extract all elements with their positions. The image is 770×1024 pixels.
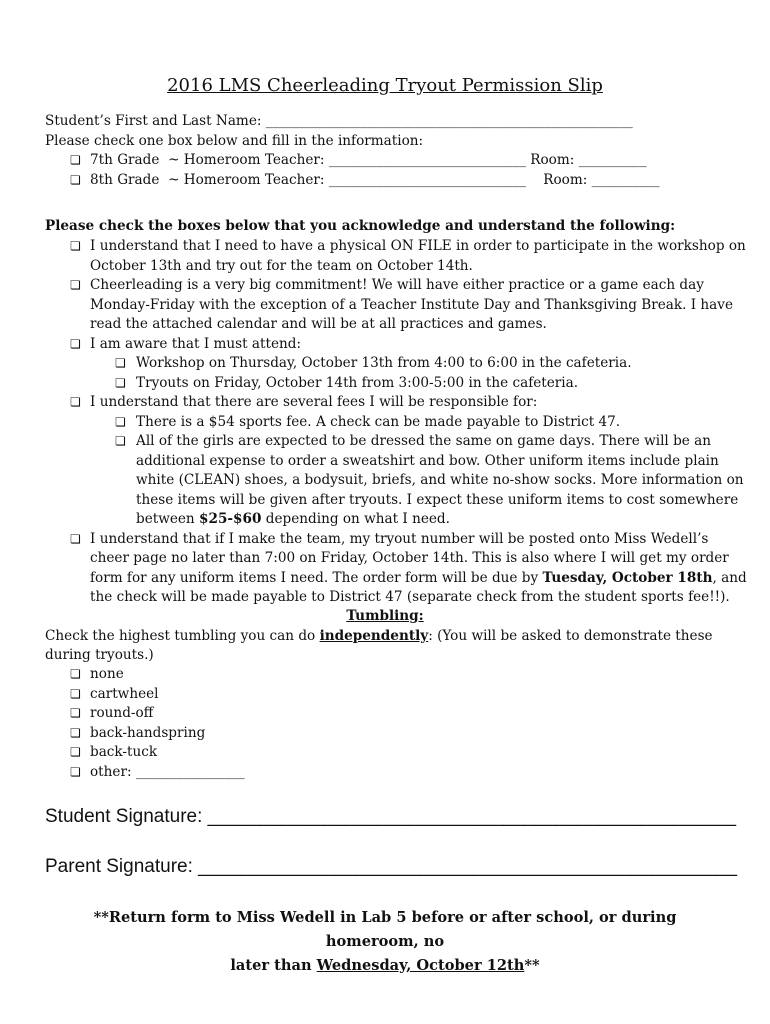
tumbling-intro-line2: during tryouts.) (45, 647, 154, 663)
checkbox-attend[interactable]: ❏ (70, 336, 81, 351)
student-name-field[interactable]: ______________________________________________________ (265, 113, 633, 129)
item-fees-text: I understand that there are several fees I will be responsible for: (90, 394, 538, 410)
checkbox-tryouts[interactable]: ❏ (115, 375, 126, 390)
item-uniform-line: additional expense to order a sweatshirt and bow. Other uniform items include plain (136, 452, 719, 469)
grade-row-8th (90, 171, 660, 191)
parent-signature-field[interactable]: ___________________________________________________ (198, 856, 738, 877)
checkbox-8th-grade[interactable]: ❏ (70, 173, 81, 187)
item-workshop-text: Workshop on Thursday, October 13th from 4:00 to 6:00 in the cafeteria. (136, 355, 632, 371)
item-uniform-line: white (CLEAN) shoes, a bodysuit, briefs, and white no-show socks. More information on (136, 472, 744, 488)
student-signature-line (45, 805, 736, 829)
parent-signature-label: Parent Signature: (45, 856, 193, 877)
item-commitment-line: Cheerleading is a very big commitment! We will have either practice or a game each day (90, 277, 704, 293)
tumbling-heading: Tumbling: (346, 608, 424, 624)
teacher-field[interactable]: _____________________________ (328, 172, 526, 188)
item-physical-line: I understand that I need to have a physical ON FILE in order to participate in the workshop on (90, 238, 746, 254)
instructions-text: Please check one box below and fill in the information: (45, 133, 424, 149)
grade-label: 8th Grade (90, 172, 160, 188)
item-make-team-line: the check will be made payable to District 47 (separate check from the student sports fee!!). (90, 589, 730, 605)
uniform-text: between (136, 511, 195, 527)
grade-row-7th (90, 151, 647, 171)
checkbox-tumbling-back-tuck[interactable]: ❏ (70, 745, 81, 759)
return-instructions (45, 906, 725, 978)
acknowledgement-heading: Please check the boxes below that you acknowledge and understand the following: (45, 218, 676, 234)
checkbox-commitment[interactable]: ❏ (70, 278, 81, 292)
return-instructions-line: **Return form to Miss Wedell in Lab 5 before or after school, or during homeroom, no (93, 909, 677, 950)
student-name-label: Student’s First and Last Name: (45, 113, 262, 129)
parent-signature-line (45, 855, 737, 879)
checkbox-7th-grade[interactable]: ❏ (70, 153, 81, 167)
checkbox-physical[interactable]: ❏ (70, 239, 81, 253)
return-deadline: Wednesday, October 12th (316, 957, 525, 974)
uniform-cost-range: $25-$60 (199, 511, 262, 527)
tumbling-option-cartwheel: cartwheel (90, 685, 159, 702)
other-label: other: (90, 763, 132, 780)
checkbox-tumbling-back-handspring[interactable]: ❏ (70, 725, 81, 740)
room-label: Room: (543, 172, 588, 188)
uniform-text: depending on what I need. (265, 511, 450, 527)
make-team-text: , and (712, 569, 747, 586)
room-field[interactable]: __________ (578, 152, 647, 168)
room-field[interactable]: __________ (591, 172, 660, 188)
tumbling-intro-text: Check the highest tumbling you can do (45, 627, 316, 644)
item-make-team-line: I understand that if I make the team, my tryout number will be posted onto Miss Wedell’s (90, 530, 709, 547)
page-title: 2016 LMS Cheerleading Tryout Permission Slip (167, 75, 603, 96)
make-team-text: form for any uniform items I need. The order form will be due by (90, 569, 539, 586)
item-make-team-line: cheer page no later than 7:00 on Friday, October 14th. This is also where I will get my order (90, 550, 729, 566)
checkbox-fees[interactable]: ❏ (70, 395, 81, 409)
tumbling-intro-text: : (You will be asked to demonstrate these (428, 627, 713, 644)
tumbling-option-other (90, 763, 245, 783)
item-commitment-line: read the attached calendar and will be at all practices and games. (90, 316, 547, 332)
teacher-label: ~ Homeroom Teacher: (168, 172, 325, 188)
other-field[interactable]: ________________ (135, 763, 245, 780)
student-signature-label: Student Signature: (45, 806, 203, 827)
checkbox-tumbling-none[interactable]: ❏ (70, 667, 81, 681)
item-physical-line: October 13th and try out for the team on October 14th. (90, 257, 473, 274)
tumbling-option-back-handspring: back-handspring (90, 724, 206, 741)
checkbox-tumbling-cartwheel[interactable]: ❏ (70, 686, 81, 701)
item-tryouts-text: Tryouts on Friday, October 14th from 3:00-5:00 in the cafeteria. (136, 374, 579, 391)
teacher-field[interactable]: _____________________________ (328, 152, 526, 168)
item-uniform-line: All of the girls are expected to be dressed the same on game days. There will be an (136, 433, 712, 449)
checkbox-make-team[interactable]: ❏ (70, 531, 81, 546)
teacher-label: ~ Homeroom Teacher: (168, 152, 325, 168)
student-signature-field[interactable]: __________________________________________________ (207, 806, 737, 827)
checkbox-uniform[interactable]: ❏ (115, 434, 126, 448)
item-uniform-line (136, 510, 450, 530)
room-label: Room: (530, 152, 575, 168)
item-sports-fee-text: There is a $54 sports fee. A check can be made payable to District 47. (136, 413, 621, 430)
tumbling-option-none: none (90, 666, 124, 682)
return-instructions-line (45, 954, 725, 978)
item-uniform-line: these items will be given after tryouts. I expect these uniform items to cost somewhere (136, 491, 739, 508)
student-name-line (45, 112, 633, 132)
return-text: later than (230, 957, 312, 974)
grade-label: 7th Grade (90, 152, 160, 168)
tumbling-option-back-tuck: back-tuck (90, 744, 158, 760)
checkbox-tumbling-other[interactable]: ❏ (70, 764, 81, 779)
return-text: ** (524, 957, 540, 974)
checkbox-sports-fee[interactable]: ❏ (115, 414, 126, 429)
item-make-team-line (90, 569, 747, 589)
checkbox-workshop[interactable]: ❏ (115, 356, 126, 370)
order-due-date: Tuesday, October 18th (542, 569, 713, 586)
independently-emphasis: independently (319, 627, 429, 644)
tumbling-intro (45, 627, 713, 647)
checkbox-tumbling-round-off[interactable]: ❏ (70, 706, 81, 720)
item-commitment-line: Monday-Friday with the exception of a Teacher Institute Day and Thanksgiving Break. I have (90, 296, 734, 313)
tumbling-option-round-off: round-off (90, 705, 154, 721)
item-attend-text: I am aware that I must attend: (90, 335, 302, 352)
